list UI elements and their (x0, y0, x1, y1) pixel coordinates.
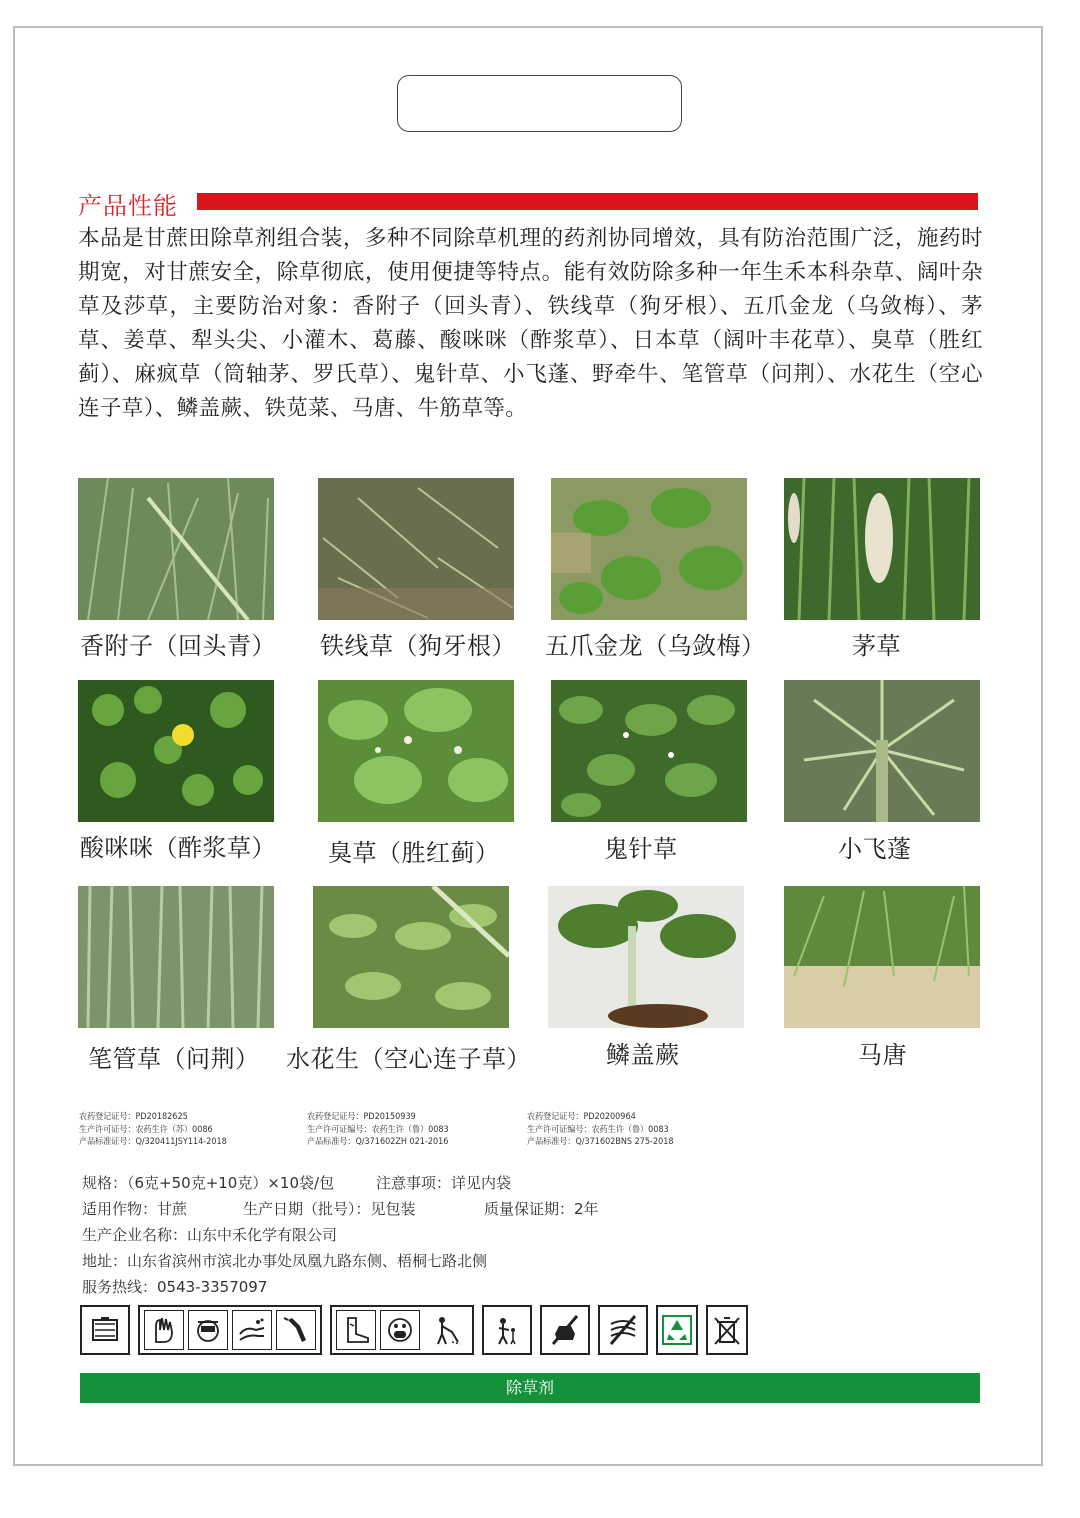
face-shield-icon (188, 1310, 228, 1350)
boots-icon (336, 1310, 376, 1350)
hotline-text: 服务热线：0543-3357097 (82, 1278, 268, 1296)
weed-photo-alternanthera (313, 886, 509, 1028)
child-keep-away-icon (482, 1305, 532, 1355)
no-fish-icon (598, 1305, 648, 1355)
certificate-block: 农药登记证号：PD20150939 生产许可证编号：农药生许（鲁）0083 产品标准号：Q/371602ZH 021-2016 (307, 1112, 449, 1147)
weed-photo-cyperus (78, 478, 274, 620)
wash-hands-icon (232, 1310, 272, 1350)
spray-bottle-icon (276, 1310, 316, 1350)
certificate-block: 农药登记证号：PD20182625 生产许可证号：农药生许（苏）0086 产品标准证号：Q/320411JSY114-2018 (79, 1112, 227, 1147)
weed-caption: 臭草（胜红蓟） (328, 839, 500, 867)
weed-caption: 香附子（回头青） (80, 632, 276, 660)
weed-caption: 马唐 (858, 1041, 907, 1069)
weed-photo-imperata (784, 478, 980, 620)
weed-caption: 酸咪咪（酢浆草） (80, 834, 276, 862)
weed-photo-ageratum (318, 680, 514, 822)
no-dispose-icon (706, 1305, 748, 1355)
certificate-block: 农药登记证号：PD20200964 生产许可证编号：农药生许（鲁）0083 产品标准号：Q/371602BNS 275-2018 (527, 1112, 674, 1147)
section-title: 产品性能 (78, 192, 178, 220)
notes-text: 注意事项：详见内袋 (376, 1174, 512, 1192)
no-animals-icon (540, 1305, 590, 1355)
weed-photo-cynodon (318, 478, 514, 620)
gloves-icon (144, 1310, 184, 1350)
weed-caption: 小飞蓬 (838, 835, 912, 863)
product-name-box (397, 75, 682, 132)
weed-photo-equisetum (78, 886, 274, 1028)
crop-text: 适用作物：甘蔗 (82, 1200, 188, 1218)
icon-group (138, 1305, 322, 1355)
weed-caption: 铁线草（狗牙根） (320, 632, 516, 660)
product-description: 本品是甘蔗田除草剂组合装，多种不同除草机理的药剂协同增效，具有防治范围广泛，施药时期宽，对甘蔗安全，除草彻底，使用便捷等特点。能有效防除多种一年生禾本科杂草、阔叶杂草及莎草，主要防治对象：香附子（回头青）、铁线草（狗牙根）、五爪金龙（乌敛梅）、茅草、姜草、犁头尖、小灌木、葛藤、酸咪咪（酢浆草）、日本草（阔叶丰花草）、臭草（胜红蓟）、麻疯草（筒轴茅、罗氏草）、鬼针草、小飞蓬、野牵牛、笔管草（问荆）、水花生（空心连子草）、鳞盖蕨、铁苋菜、马唐、牛筋草等。 (78, 226, 983, 421)
shelf-life-text: 质量保证期：2年 (484, 1200, 599, 1218)
weed-photo-oxalis (78, 680, 274, 822)
safety-pictograms (80, 1305, 748, 1359)
weed-caption: 鬼针草 (604, 835, 678, 863)
spraying-person-icon (424, 1310, 468, 1350)
respirator-mask-icon (380, 1310, 420, 1350)
title-bar (197, 193, 978, 210)
weed-caption: 鳞盖蕨 (606, 1041, 680, 1069)
icon-group (80, 1305, 130, 1355)
company-text: 生产企业名称：山东中禾化学有限公司 (82, 1226, 338, 1244)
recycle-icon (656, 1305, 698, 1355)
weed-caption: 五爪金龙（乌敛梅） (545, 632, 766, 660)
weed-caption: 茅草 (852, 632, 901, 660)
weed-photo-digitaria (784, 886, 980, 1028)
weed-photo-bidens (551, 680, 747, 822)
production-date-text: 生产日期（批号）：见包装 (243, 1200, 416, 1218)
weed-photo-cayratia (551, 478, 747, 620)
weed-caption: 水花生（空心连子草） (286, 1045, 531, 1073)
pesticide-storage-icon (80, 1305, 130, 1355)
category-bar: 除草剂 (80, 1373, 980, 1403)
weed-caption: 笔管草（问荆） (88, 1045, 260, 1073)
address-text: 地址：山东省滨州市滨北办事处凤凰九路东侧、梧桐七路北侧 (82, 1252, 488, 1270)
icon-group (330, 1305, 474, 1355)
weed-photo-conyza (784, 680, 980, 822)
weed-photo-dicranopteris (548, 886, 744, 1028)
spec-text: 规格：（6克+50克+10克）×10袋/包 (82, 1174, 335, 1192)
